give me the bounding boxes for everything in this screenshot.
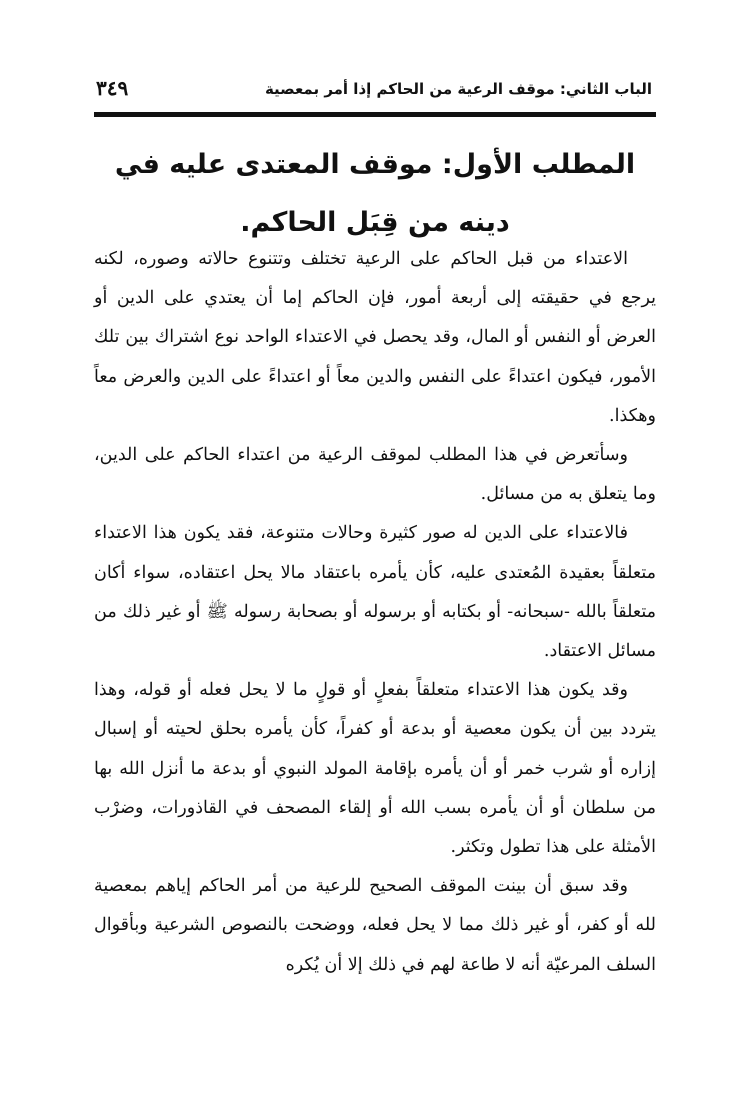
page-number: ٣٤٩	[96, 76, 129, 100]
paragraph: وسأتعرض في هذا المطلب لموقف الرعية من اعتداء الحاكم على الدين، وما يتعلق به من مسائل.	[94, 445, 656, 505]
running-title: الباب الثاني: موقف الرعية من الحاكم إذا أمر بمعصية	[264, 80, 652, 98]
header-rule	[94, 112, 656, 117]
running-header	[94, 72, 656, 104]
paragraph: الاعتداء من قبل الحاكم على الرعية تختلف وتتنوع حالاته وصوره، لكنه يرجع في حقيقته إلى أربعة أمور، فإن الحاكم إما أن يعتدي على الدين أو العرض أو النفس أو المال، وقد يحصل في الاعتداء الواحد نوع اشتراك بين تلك الأمور، فيكون اعتداءً على النفس والدين معاً أو اعتداءً على الدين والعرض معاً وهكذا.	[94, 249, 656, 426]
section-label: المطلب الأول	[452, 149, 636, 180]
paragraph: وقد سبق أن بينت الموقف الصحيح للرعية من أمر الحاكم إياهم بمعصية لله أو كفر، أو غير ذلك مما لا يحل فعله، ووضحت بالنصوص الشرعية وبأقوال السلف المرعيّة أنه لا طاعة لهم في ذلك إلا أن يُكره	[94, 876, 656, 975]
section-heading	[94, 136, 656, 252]
section-label-colon: :	[432, 149, 453, 180]
section-title: موقف المعتدى عليه في دينه من قِبَل الحاكم.	[114, 149, 510, 238]
paragraph: فالاعتداء على الدين له صور كثيرة وحالات متنوعة، فقد يكون هذا الاعتداء متعلقاً بعقيدة المُعتدى عليه، كأن يأمره باعتقاد مالا يحل اعتقاده، سواء أكان متعلقاً بالله -سبحانه- أو بكتابه أو برسوله أو بصحابة رسوله ﷺ أو غير ذلك من مسائل الاعتقاد.	[94, 523, 656, 662]
body-text	[94, 240, 656, 985]
paragraph: وقد يكون هذا الاعتداء متعلقاً بفعلٍ أو قولٍ ما لا يحل فعله أو قوله، وهذا يتردد بين أن يكون معصية أو بدعة أو كفراً، كأن يأمره بحلق لحيته أو إسبال إزاره أو شرب خمر أو أن يأمره بإقامة المولد النبوي أو بدعة ما أنزل الله بها من سلطان أو أن يأمره بسب الله أو إلقاء المصحف في القاذورات، وضرْب الأمثلة على هذا تطول وتكثر.	[94, 680, 656, 858]
